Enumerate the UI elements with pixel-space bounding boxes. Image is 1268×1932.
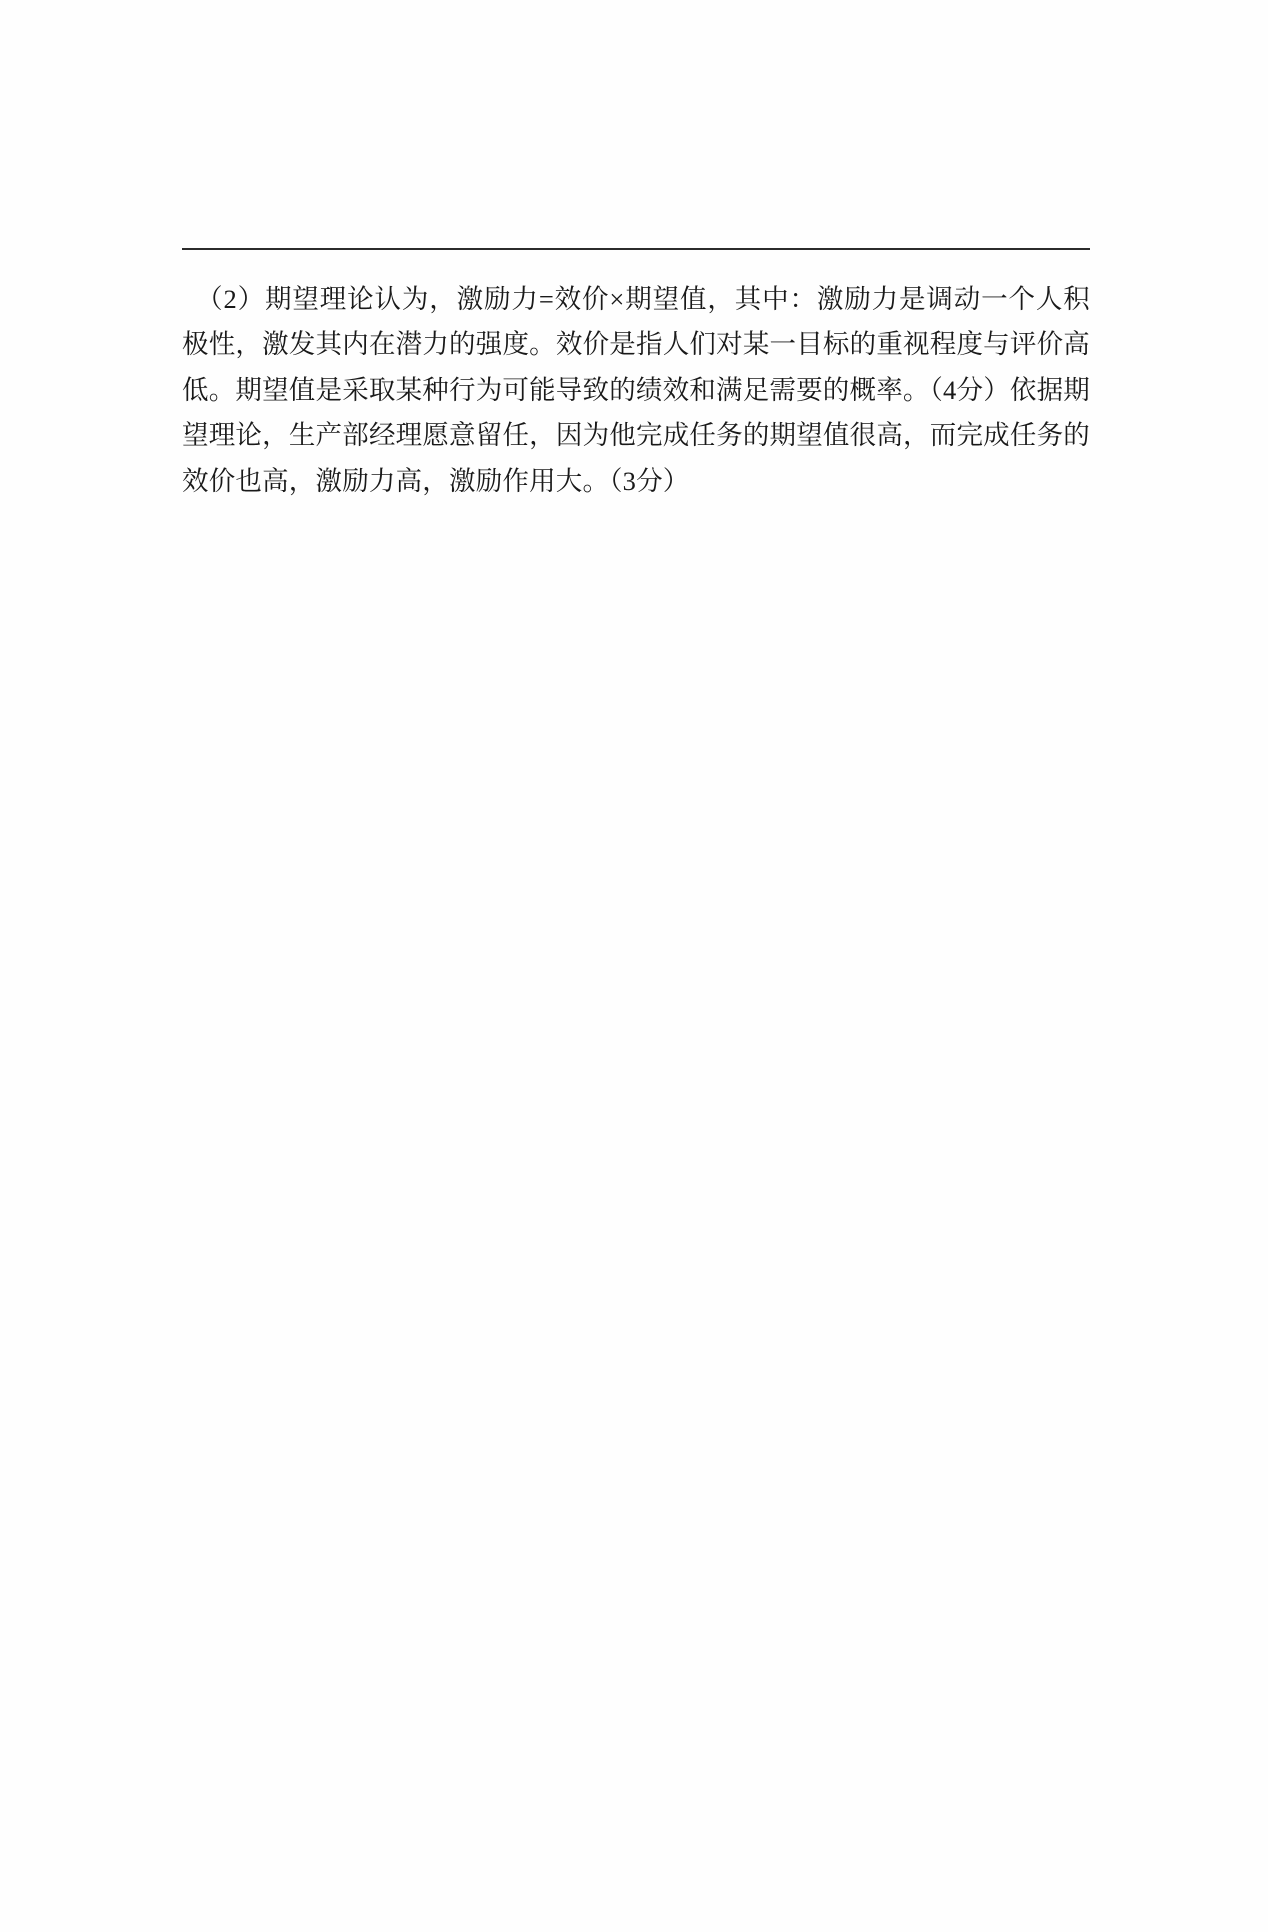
- horizontal-rule-divider: [182, 248, 1090, 250]
- answer-paragraph-2: （2）期望理论认为，激励力=效价×期望值，其中：激励力是调动一个人积极性，激发其内在潜力的强度。效价是指人们对某一目标的重视程度与评价高低。期望值是采取某种行为可能导致的绩效和满足需要的概率。（4分）依据期望理论，生产部经理愿意留任，因为他完成任务的期望值很高，而完成任务的效价也高，激励力高，激励作用大。（3分）: [182, 283, 1090, 496]
- page-content: [182, 248, 1090, 531]
